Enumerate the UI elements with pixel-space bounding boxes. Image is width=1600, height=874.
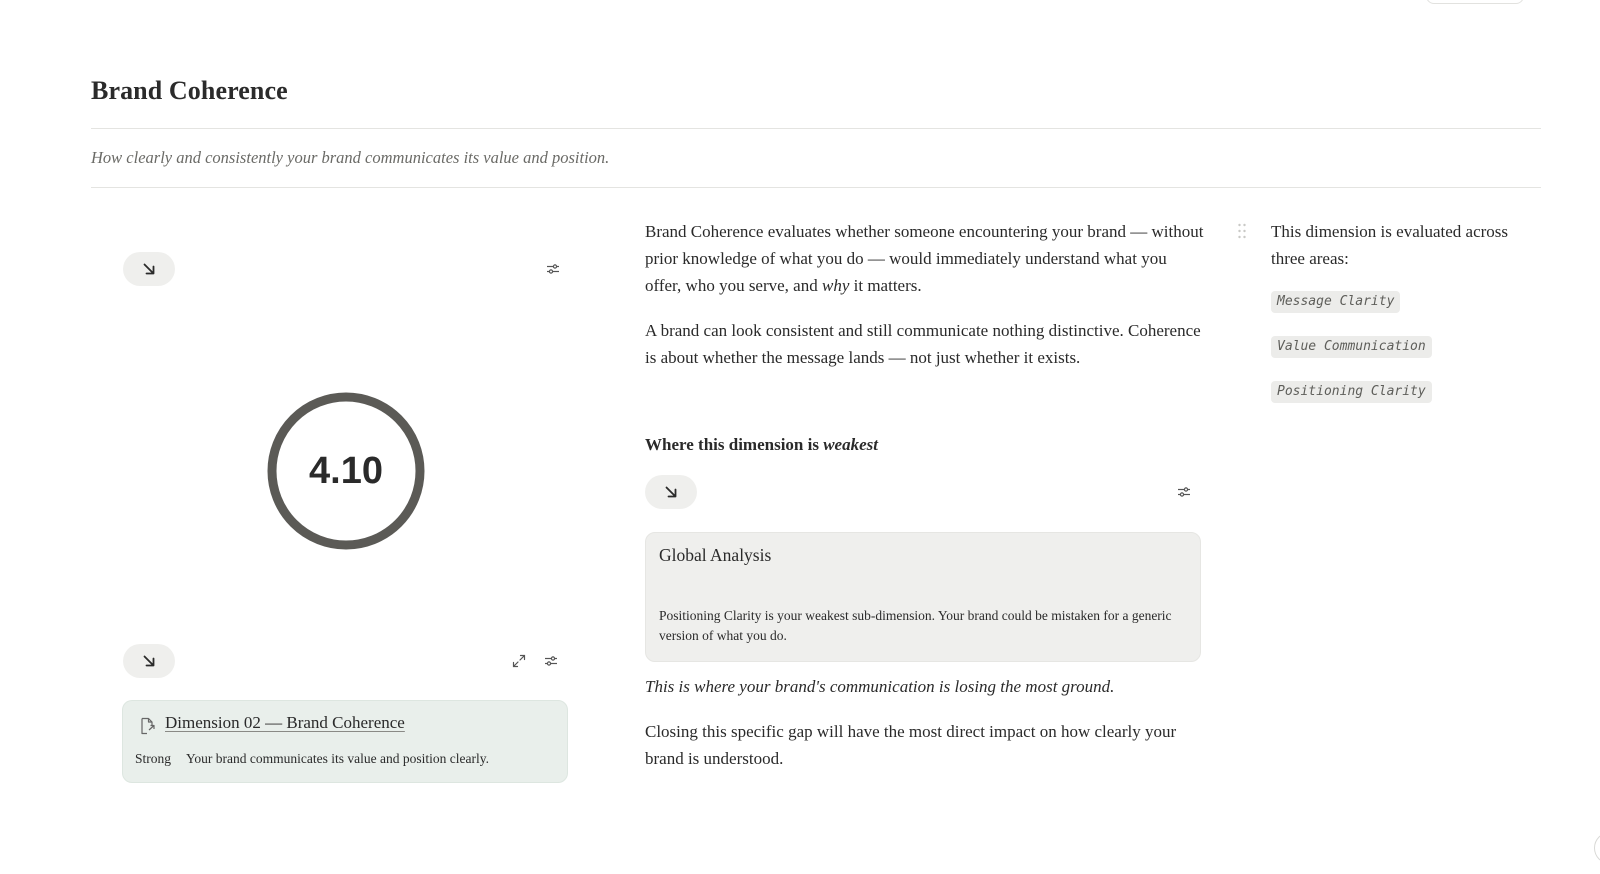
- closing-paragraph: Closing this specific gap will have the most direct impact on how clearly your brand is understood.: [645, 722, 1177, 768]
- subtitle-divider: [91, 187, 1541, 188]
- drag-handle-icon[interactable]: [1237, 222, 1247, 240]
- dimension-link[interactable]: Dimension 02 — Brand Coherence: [165, 713, 405, 732]
- intro-p1-end: it matters.: [849, 276, 922, 295]
- expand-icon: [511, 653, 527, 669]
- dimension-arrow-button[interactable]: [123, 644, 175, 678]
- sliders-icon: [543, 653, 559, 669]
- title-divider: [91, 128, 1541, 129]
- weakest-heading-text: Where this dimension is: [645, 435, 824, 454]
- analysis-title: Global Analysis: [659, 545, 772, 565]
- intro-paragraph-1: [645, 218, 1205, 299]
- dimension-description: Your brand communicates its value and position clearly.: [186, 751, 489, 766]
- dimension-settings-button[interactable]: [541, 651, 561, 671]
- intro-p1-start: Brand Coherence evaluates whether someone encountering your brand — without prior knowledge of what you do — would immediately understand what you offer, who you serve, and: [645, 222, 1204, 295]
- arrow-down-right-icon: [141, 653, 157, 669]
- intro-paragraph-2: A brand can look consistent and still communicate nothing distinctive. Coherence is about whether the message lands — not just whether it exists.: [645, 321, 1201, 367]
- areas-intro: This dimension is evaluated across three areas:: [1271, 222, 1509, 268]
- dimension-card: [122, 700, 568, 783]
- page-subtitle: How clearly and consistently your brand communicates its value and position.: [91, 148, 610, 167]
- analysis-body: Positioning Clarity is your weakest sub-dimension. Your brand could be mistaken for a generic version of what you do.: [659, 608, 1172, 643]
- dimension-status: Strong: [135, 751, 172, 766]
- analysis-settings-button[interactable]: [1174, 482, 1194, 502]
- sliders-icon: [1176, 484, 1192, 500]
- area-tag-value-communication: Value Communication: [1271, 336, 1432, 358]
- top-corner-button[interactable]: [1426, 0, 1524, 4]
- expand-button[interactable]: [509, 651, 529, 671]
- area-tag-positioning-clarity: Positioning Clarity: [1271, 381, 1432, 403]
- intro-p1-emphasis: why: [821, 276, 850, 295]
- document-link-icon: [138, 717, 156, 735]
- sliders-icon: [545, 261, 561, 277]
- help-button[interactable]: [1594, 832, 1600, 864]
- arrow-down-right-icon: [141, 261, 157, 277]
- score-settings-button[interactable]: [543, 259, 563, 279]
- score-arrow-button[interactable]: [123, 252, 175, 286]
- weakest-note: This is where your brand's communication is losing the most ground.: [645, 677, 1115, 696]
- area-tag-message-clarity: Message Clarity: [1271, 291, 1400, 313]
- global-analysis-card: [645, 532, 1201, 662]
- weakest-heading: [645, 435, 878, 455]
- score-value: 4.10: [309, 449, 383, 492]
- arrow-down-right-icon: [663, 484, 679, 500]
- weakest-heading-emphasis: weakest: [823, 435, 878, 454]
- page-title: Brand Coherence: [91, 76, 288, 105]
- analysis-arrow-button[interactable]: [645, 475, 697, 509]
